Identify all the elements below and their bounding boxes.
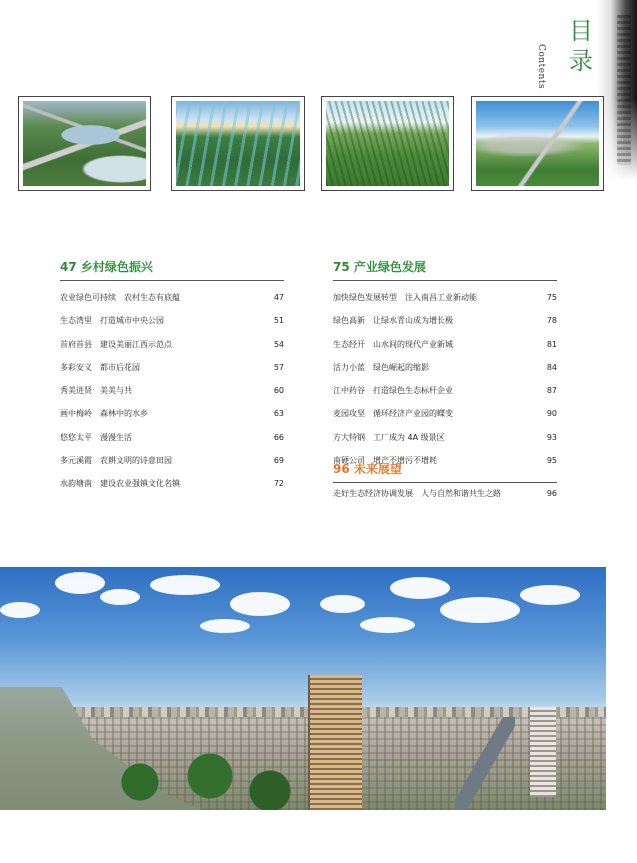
toc-entry[interactable] — [60, 386, 284, 409]
page-title: 目录 — [569, 17, 593, 75]
toc-entry-title: 多彩安义 都市后花园 — [60, 362, 140, 372]
toc-entry[interactable] — [60, 456, 284, 479]
toc-entry-title: 首府首县 建设美丽江西示范点 — [60, 339, 172, 349]
toc-list-future — [333, 489, 557, 512]
toc-entry-page: 66 — [273, 432, 284, 442]
toc-entry-title: 走好生态经济协调发展 人与自然和谐共生之路 — [333, 489, 501, 498]
toc-entry-page: 57 — [273, 362, 284, 372]
toc-entry-page: 60 — [273, 386, 284, 396]
toc-entry-title: 加快绿色发展转型 注入南昌工业新动能 — [333, 293, 477, 302]
toc-entry-page: 87 — [546, 386, 557, 396]
toc-entry-title: 水韵塘南 建设农业强镇文化名镇 — [60, 479, 180, 489]
toc-entry-title: 生态湾里 打造城市中央公园 — [60, 316, 164, 326]
toc-entry[interactable] — [60, 409, 284, 432]
green-field-photo — [321, 96, 454, 191]
toc-entry-page: 95 — [546, 456, 557, 466]
village-road-photo — [471, 96, 604, 191]
toc-entry[interactable] — [60, 479, 284, 502]
section-divider — [333, 280, 557, 281]
toc-entry-page: 72 — [273, 479, 284, 489]
aerial-park-photo — [18, 96, 151, 191]
toc-entry[interactable] — [60, 316, 284, 339]
toc-entry-title: 南硬公司 增产不增污不增耗 — [333, 456, 437, 466]
toc-entry[interactable] — [60, 363, 284, 386]
toc-entry-title: 多元溪霞 农耕文明的诗意田园 — [60, 456, 172, 466]
page-title-english: Contents — [536, 44, 546, 90]
page-title-block — [536, 12, 604, 92]
toc-entry-title: 悠悠太平 漫漫生活 — [60, 432, 132, 442]
toc-entry[interactable] — [60, 433, 284, 456]
toc-entry-title: 活力小蓝 绿色崛起的缩影 — [333, 362, 429, 372]
toc-entry-page: 81 — [546, 339, 557, 349]
section-divider — [333, 482, 557, 483]
toc-list-industry — [333, 293, 557, 479]
toc-entry[interactable] — [333, 293, 557, 316]
toc-entry[interactable] — [60, 293, 284, 316]
toc-entry-page: 54 — [273, 339, 284, 349]
toc-entry[interactable] — [333, 433, 557, 456]
toc-entry-title: 秀美进贤 美美与共 — [60, 386, 132, 396]
toc-entry-title: 农业绿色可持续 农村生态有底蕴 — [60, 293, 180, 302]
toc-entry-page: 69 — [273, 456, 284, 466]
toc-entry-title: 画中梅岭 森林中的水乡 — [60, 409, 148, 419]
toc-list-rural — [60, 293, 284, 503]
section-heading-future[interactable]: 96 未来展望 — [333, 462, 402, 476]
farmland-photo — [171, 96, 305, 191]
toc-entry[interactable] — [333, 363, 557, 386]
toc-entry-title: 江中药谷 打造绿色生态标杆企业 — [333, 386, 453, 396]
toc-entry-title: 麦园攻坚 循环经济产业园的蝶变 — [333, 409, 453, 419]
city-skyline-photo — [0, 567, 606, 810]
toc-entry-page: 51 — [273, 316, 284, 326]
toc-entry-title: 生态经开 山水间的现代产业新城 — [333, 339, 453, 349]
toc-entry-page: 75 — [546, 293, 557, 302]
toc-entry-page: 96 — [546, 489, 557, 498]
photo-strip — [18, 96, 606, 194]
section-divider — [60, 280, 284, 281]
toc-entry-page: 84 — [546, 362, 557, 372]
toc-entry[interactable] — [333, 409, 557, 432]
toc-entry[interactable] — [60, 340, 284, 363]
ink-brush-texture — [617, 15, 631, 165]
toc-entry-page: 90 — [546, 409, 557, 419]
toc-entry-page: 78 — [546, 316, 557, 326]
toc-entry[interactable] — [333, 489, 557, 512]
toc-entry[interactable] — [333, 386, 557, 409]
toc-entry-page: 93 — [546, 432, 557, 442]
toc-entry-title: 绿色高新 让绿水青山成为增长极 — [333, 316, 453, 326]
toc-entry[interactable] — [333, 316, 557, 339]
toc-entry-page: 63 — [273, 409, 284, 419]
toc-entry-title: 方大特钢 工厂成为 4A 级景区 — [333, 432, 445, 442]
toc-entry-page: 47 — [273, 293, 284, 302]
section-heading-rural[interactable]: 47 乡村绿色振兴 — [60, 260, 153, 274]
toc-entry[interactable] — [333, 340, 557, 363]
section-heading-industry[interactable]: 75 产业绿色发展 — [333, 260, 426, 274]
